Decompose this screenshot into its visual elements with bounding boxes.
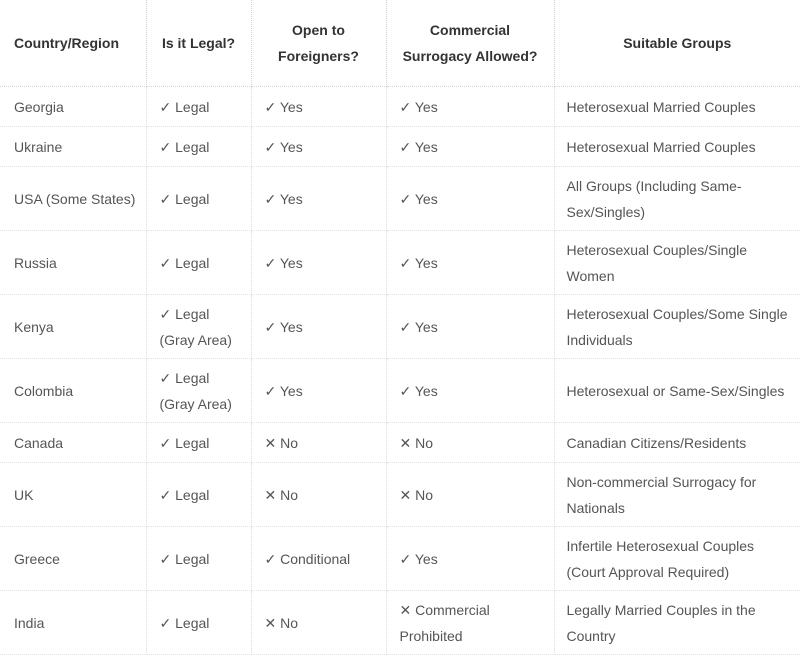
cell-groups: Infertile Heterosexual Couples (Court Approval Required)	[554, 527, 800, 591]
cell-groups: Legally Married Couples in the Country	[554, 591, 800, 655]
cell-open: ✕ No	[251, 463, 386, 527]
cell-commercial: ✓ Yes	[386, 167, 554, 231]
header-suitable-groups: Suitable Groups	[554, 0, 800, 87]
table-header	[0, 0, 800, 87]
cell-legal: ✓ Legal	[146, 423, 251, 463]
cell-legal: ✓ Legal (Gray Area)	[146, 359, 251, 423]
cell-commercial: ✓ Yes	[386, 359, 554, 423]
cell-legal: ✓ Legal	[146, 231, 251, 295]
cell-open: ✓ Yes	[251, 87, 386, 127]
table-row	[0, 295, 800, 359]
cell-open: ✓ Yes	[251, 127, 386, 167]
cell-groups: Heterosexual Couples/Some Single Individuals	[554, 295, 800, 359]
cell-commercial: ✓ Yes	[386, 295, 554, 359]
table-row	[0, 463, 800, 527]
cell-groups: All Groups (Including Same-Sex/Singles)	[554, 167, 800, 231]
header-open-to-foreigners: Open to Foreigners?	[251, 0, 386, 87]
table-row	[0, 231, 800, 295]
header-commercial-allowed: Commercial Surrogacy Allowed?	[386, 0, 554, 87]
header-legal: Is it Legal?	[146, 0, 251, 87]
cell-groups: Heterosexual Married Couples	[554, 127, 800, 167]
table-row	[0, 527, 800, 591]
cell-commercial: ✕ Commercial Prohibited	[386, 591, 554, 655]
cell-groups: Canadian Citizens/Residents	[554, 423, 800, 463]
cell-groups: Heterosexual Married Couples	[554, 87, 800, 127]
table-body	[0, 87, 800, 655]
cell-groups: Non-commercial Surrogacy for Nationals	[554, 463, 800, 527]
cell-legal: ✓ Legal	[146, 127, 251, 167]
cell-commercial: ✓ Yes	[386, 87, 554, 127]
cell-open: ✓ Yes	[251, 231, 386, 295]
cell-country: Ukraine	[0, 127, 146, 167]
table-row	[0, 359, 800, 423]
cell-country: India	[0, 591, 146, 655]
cell-legal: ✓ Legal	[146, 167, 251, 231]
table-row	[0, 167, 800, 231]
table-row	[0, 591, 800, 655]
cell-country: Greece	[0, 527, 146, 591]
cell-legal: ✓ Legal (Gray Area)	[146, 295, 251, 359]
header-country: Country/Region	[0, 0, 146, 87]
cell-open: ✕ No	[251, 591, 386, 655]
cell-commercial: ✓ Yes	[386, 527, 554, 591]
cell-commercial: ✕ No	[386, 423, 554, 463]
cell-open: ✓ Conditional	[251, 527, 386, 591]
cell-open: ✓ Yes	[251, 295, 386, 359]
cell-open: ✕ No	[251, 423, 386, 463]
cell-legal: ✓ Legal	[146, 463, 251, 527]
cell-commercial: ✓ Yes	[386, 231, 554, 295]
cell-country: USA (Some States)	[0, 167, 146, 231]
cell-legal: ✓ Legal	[146, 527, 251, 591]
cell-country: Kenya	[0, 295, 146, 359]
cell-groups: Heterosexual or Same-Sex/Singles	[554, 359, 800, 423]
cell-legal: ✓ Legal	[146, 591, 251, 655]
cell-country: Georgia	[0, 87, 146, 127]
header-row	[0, 0, 800, 87]
cell-country: Colombia	[0, 359, 146, 423]
cell-country: Russia	[0, 231, 146, 295]
table-row	[0, 423, 800, 463]
cell-legal: ✓ Legal	[146, 87, 251, 127]
table-row	[0, 87, 800, 127]
cell-country: UK	[0, 463, 146, 527]
cell-open: ✓ Yes	[251, 359, 386, 423]
cell-commercial: ✓ Yes	[386, 127, 554, 167]
table-row	[0, 127, 800, 167]
cell-groups: Heterosexual Couples/Single Women	[554, 231, 800, 295]
cell-commercial: ✕ No	[386, 463, 554, 527]
cell-country: Canada	[0, 423, 146, 463]
cell-open: ✓ Yes	[251, 167, 386, 231]
